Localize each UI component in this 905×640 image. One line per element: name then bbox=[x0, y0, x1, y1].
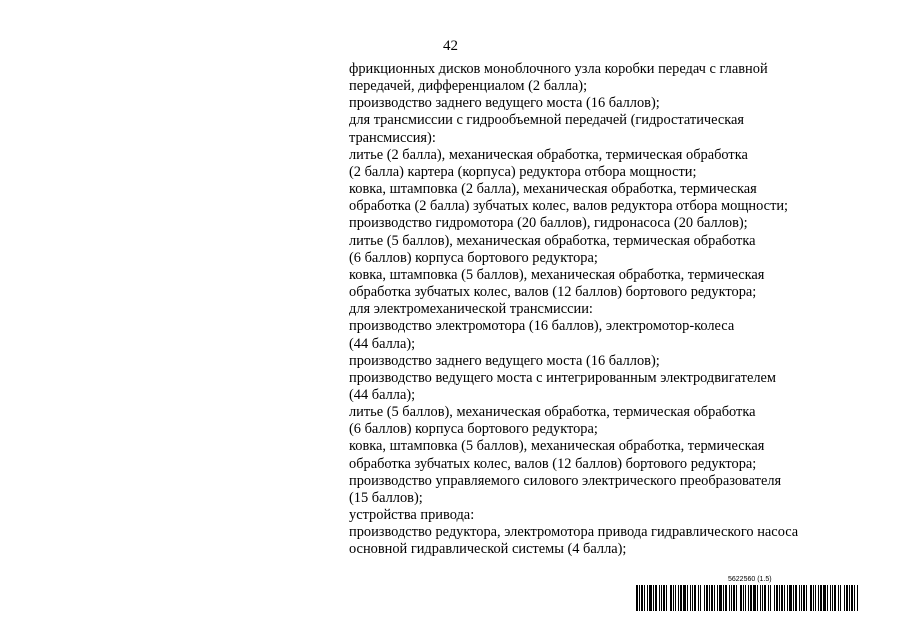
text-line: литье (2 балла), механическая обработка, термическая обработка bbox=[349, 146, 748, 163]
text-line: основной гидравлической системы (4 балла); bbox=[349, 541, 627, 558]
text-line: производство управляемого силового электрического преобразователя bbox=[349, 472, 782, 489]
text-line: литье (5 баллов), механическая обработка, термическая обработка bbox=[349, 232, 756, 249]
barcode bbox=[636, 576, 858, 612]
text-line: (6 баллов) корпуса бортового редуктора; bbox=[349, 421, 598, 438]
text-line: литье (5 баллов), механическая обработка, термическая обработка bbox=[349, 404, 756, 421]
text-line: производство редуктора, электромотора привода гидравлического насоса bbox=[349, 524, 799, 541]
text-line: производство заднего ведущего моста (16 баллов); bbox=[349, 95, 660, 112]
text-line: производство заднего ведущего моста (16 баллов); bbox=[349, 352, 660, 369]
text-line: обработка (2 балла) зубчатых колес, валов редуктора отбора мощности; bbox=[349, 198, 789, 215]
text-line: (44 балла); bbox=[349, 335, 416, 352]
text-line: производство электромотора (16 баллов), электромотор-колеса bbox=[349, 318, 735, 335]
text-line: устройства привода: bbox=[349, 507, 475, 524]
text-line: передачей, дифференциалом (2 балла); bbox=[349, 78, 588, 95]
text-line: (44 балла); bbox=[349, 386, 416, 403]
text-line: производство ведущего моста с интегрированным электродвигателем bbox=[349, 369, 777, 386]
barcode-bars bbox=[636, 585, 858, 611]
text-line: ковка, штамповка (5 баллов), механическая обработка, термическая bbox=[349, 438, 765, 455]
text-line: (6 баллов) корпуса бортового редуктора; bbox=[349, 249, 598, 266]
barcode-code: 5622560 (1.5) bbox=[728, 576, 772, 583]
text-line: производство гидромотора (20 баллов), гидронасоса (20 баллов); bbox=[349, 215, 748, 232]
page-number: 42 bbox=[443, 38, 458, 54]
text-line: для электромеханической трансмиссии: bbox=[349, 301, 593, 318]
text-line: (15 баллов); bbox=[349, 489, 423, 506]
text-line: фрикционных дисков моноблочного узла коробки передач с главной bbox=[349, 61, 768, 77]
text-line: ковка, штамповка (5 баллов), механическая обработка, термическая bbox=[349, 266, 765, 283]
text-line: обработка зубчатых колес, валов (12 баллов) бортового редуктора; bbox=[349, 455, 757, 472]
text-line: трансмиссия): bbox=[349, 129, 436, 146]
body-text bbox=[349, 61, 849, 559]
text-line: (2 балла) картера (корпуса) редуктора отбора мощности; bbox=[349, 163, 697, 180]
text-line: ковка, штамповка (2 балла), механическая обработка, термическая bbox=[349, 181, 757, 198]
text-line: для трансмиссии с гидрообъемной передачей (гидростатическая bbox=[349, 112, 745, 129]
text-line: обработка зубчатых колес, валов (12 баллов) бортового редуктора; bbox=[349, 284, 757, 301]
